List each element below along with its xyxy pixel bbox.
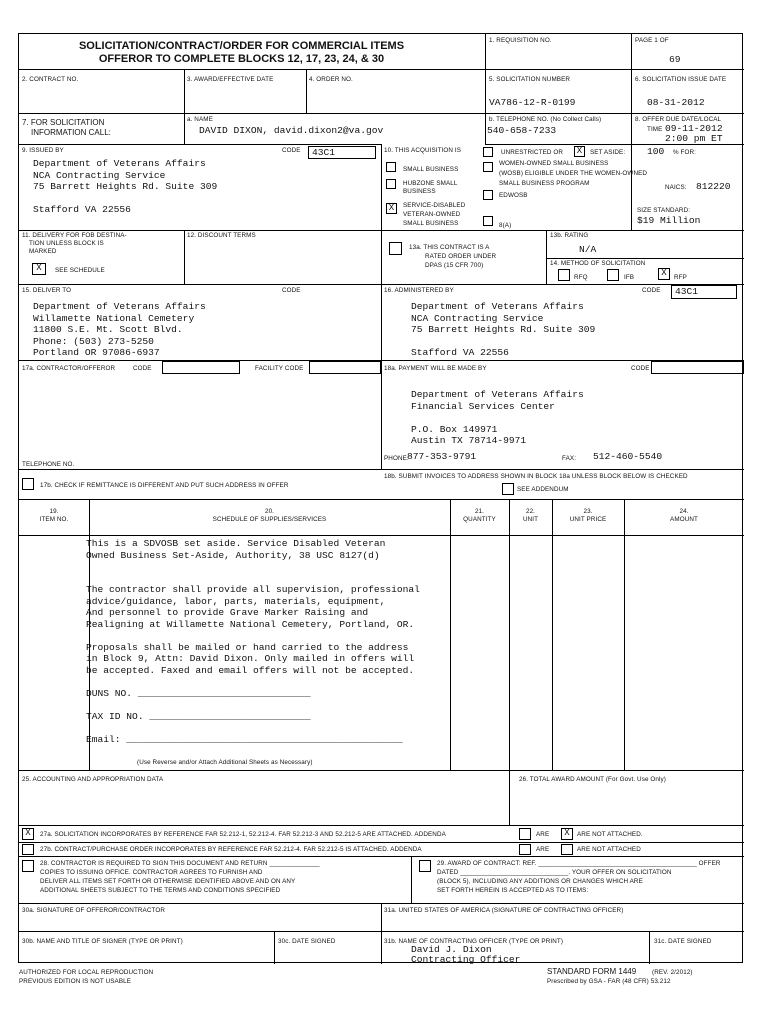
footer-previous-edition: PREVIOUS EDITION IS NOT USABLE <box>19 978 132 985</box>
footer-form-name: STANDARD FORM 1449 <box>547 967 637 976</box>
sf1449-form <box>18 33 743 963</box>
unrestricted-label: UNRESTRICTED OR <box>501 149 564 156</box>
officer-title: Contracting Officer <box>411 954 521 965</box>
27a-label: 27a. SOLICITATION INCORPORATES BY REFERENCE FAR 52.212-1, 52.212-4. FAR 52.212-3 AND 52.212-5 ARE ATTACHED. ADDENDA <box>40 831 446 838</box>
rated-order-label-3: DPAS (15 CFR 700) <box>425 262 484 269</box>
contractor-code-field[interactable] <box>162 361 240 374</box>
small-business-checkbox[interactable] <box>386 162 396 172</box>
rfq-label: RFQ <box>574 274 588 281</box>
schedule-footnote: (Use Reverse and/or Attach Additional Sheets as Necessary) <box>137 759 313 766</box>
27b-are-label: ARE <box>536 846 550 853</box>
issued-by-code: 43C1 <box>308 146 376 159</box>
col-schedule: SCHEDULE OF SUPPLIES/SERVICES <box>212 516 327 523</box>
col-quantity-num: 21. <box>474 508 485 515</box>
31c-label: 31c. DATE SIGNED <box>654 938 712 945</box>
remittance-checkbox[interactable] <box>22 478 34 490</box>
page-label: PAGE 1 OF <box>635 37 669 44</box>
setaside-checkbox[interactable]: X <box>574 146 585 157</box>
eight-a-label: 8(A) <box>499 222 512 229</box>
administered-by-code-label: CODE <box>642 287 661 294</box>
27a-are-not-checkbox[interactable]: X <box>561 828 573 840</box>
award-date-label: 3. AWARD/EFFECTIVE DATE <box>187 76 274 83</box>
col-quantity: QUANTITY <box>463 516 496 523</box>
col-item-no: ITEM NO. <box>39 516 69 523</box>
solicitation-no: VA786-12-R-0199 <box>489 97 576 108</box>
27b-are-not-checkbox[interactable] <box>561 844 573 855</box>
27b-are-not-label: ARE NOT ATTACHED <box>577 846 641 853</box>
phone-label: b. TELEPHONE NO. (No Collect Calls) <box>489 116 602 123</box>
fob-label-2: TION UNLESS BLOCK IS <box>29 240 104 247</box>
col-schedule-num: 20. <box>264 508 275 515</box>
accounting-label: 25. ACCOUNTING AND APPROPRIATION DATA <box>22 776 164 783</box>
facility-code-label: FACILITY CODE <box>255 365 304 372</box>
solicitation-no-label: 5. SOLICITATION NUMBER <box>489 76 571 83</box>
27b-checkbox[interactable] <box>22 844 34 855</box>
sdvosb-label-3: SMALL BUSINESS <box>403 220 459 227</box>
telephone-label: TELEPHONE NO. <box>22 461 75 468</box>
payment-fax: 512-460-5540 <box>593 451 663 462</box>
administered-by-code: 43C1 <box>671 285 737 299</box>
30c-label: 30c. DATE SIGNED <box>278 938 336 945</box>
col-amount-num: 24. <box>679 508 689 515</box>
administered-by-address: Department of Veterans Affairs NCA Contracting Service 75 Barrett Heights Rd. Suite 309 Stafford VA 22556 <box>411 301 596 358</box>
form-subtitle: OFFEROR TO COMPLETE BLOCKS 12, 17, 23, 24, & 30 <box>98 53 385 65</box>
time-label: TIME <box>647 126 663 133</box>
28-line-3: DELIVER ALL ITEMS SET FORTH OR OTHERWISE IDENTIFIED ABOVE AND ON ANY <box>40 878 296 885</box>
small-business-label: SMALL BUSINESS <box>403 166 459 173</box>
rfp-label: RFP <box>674 274 687 281</box>
size-standard-label: SIZE STANDARD: <box>637 207 691 214</box>
officer-name: David J. Dixon <box>411 944 492 955</box>
page-total: 69 <box>669 54 681 65</box>
info-call-label-2: INFORMATION CALL: <box>31 128 111 137</box>
rating-value: N/A <box>579 244 597 255</box>
discount-terms-label: 12. DISCOUNT TERMS <box>187 232 256 239</box>
hubzone-checkbox[interactable] <box>386 179 396 189</box>
issue-date: 08-31-2012 <box>647 97 705 108</box>
wosb-label-2: (WOSB) ELIGIBLE UNDER THE WOMEN-OWNED <box>499 170 648 177</box>
payment-fax-label: FAX: <box>562 455 577 462</box>
invoice-label: 18b. SUBMIT INVOICES TO ADDRESS SHOWN IN BLOCK 18a UNLESS BLOCK BELOW IS CHECKED <box>384 473 688 480</box>
col-amount: AMOUNT <box>670 516 698 523</box>
issued-by-label: 9. ISSUED BY <box>22 147 64 154</box>
size-standard: $19 Million <box>637 215 701 226</box>
payment-label: 18a. PAYMENT WILL BE MADE BY <box>384 365 487 372</box>
footer-prescribed: Prescribed by GSA - FAR (48 CFR) 53.212 <box>547 978 671 985</box>
setaside-percent: 100 <box>647 146 665 157</box>
contact-phone: 540-658-7233 <box>487 125 557 136</box>
see-schedule-label: SEE SCHEDULE <box>55 267 105 274</box>
29-checkbox[interactable] <box>419 860 431 872</box>
deliver-to-label: 15. DELIVER TO <box>22 287 72 294</box>
administered-by-label: 16. ADMINISTERED BY <box>384 287 454 294</box>
schedule-description: This is a SDVOSB set aside. Service Disabled Veteran Owned Business Set-Aside, Authority, 38 USC 8127(d) The contractor shall provide all supervision, professional advice/guidance, labor, parts, materials, equipment, And personnel to provide Grave Marker Raising and Realigning at Willamette National Cemetery, Portland, OR. Proposals shall be mailed or hand carried to the address in Block 9, Attn: David Dixon. Only mailed in offers will be accepted. Faxed and email offers will not be accepted. DUNS NO. ______________________________ TAX ID NO. ____________________________ Email: ________________________________________________ <box>86 538 420 745</box>
27a-are-checkbox[interactable] <box>519 828 531 840</box>
col-unit: UNIT <box>522 516 539 523</box>
wosb-checkbox[interactable] <box>483 162 493 172</box>
rfp-checkbox[interactable]: X <box>658 268 670 280</box>
fob-label-3: MARKED <box>29 248 57 255</box>
setaside-label: SET ASIDE: <box>590 149 626 156</box>
28-line-4: ADDITIONAL SHEETS SUBJECT TO THE TERMS AND CONDITIONS SPECIFIED <box>40 887 281 894</box>
29-line-1: 29. AWARD OF CONTRACT: REF. ____________________________________________ OFFER <box>437 860 721 867</box>
due-date-label: 8. OFFER DUE DATE/LOCAL <box>635 116 722 123</box>
hubzone-label: HUBZONE SMALL <box>403 180 458 187</box>
27b-are-checkbox[interactable] <box>519 844 531 855</box>
contractor-label: 17a. CONTRACTOR/OFFEROR <box>22 365 116 372</box>
rated-order-label: 13a. THIS CONTRACT IS A <box>409 244 490 251</box>
hubzone-label-2: BUSINESS <box>403 188 436 195</box>
name-label: a. NAME <box>187 116 213 123</box>
30b-label: 30b. NAME AND TITLE OF SIGNER (TYPE OR PRINT) <box>22 938 183 945</box>
29-line-2: DATED ______________________________. YOUR OFFER ON SOLICITATION <box>437 869 672 876</box>
31a-label: 31a. UNITED STATES OF AMERICA (SIGNATURE OF CONTRACTING OFFICER) <box>384 907 624 914</box>
unrestricted-checkbox[interactable] <box>483 147 493 157</box>
issued-by-address: Department of Veterans Affairs NCA Contracting Service 75 Barrett Heights Rd. Suite 309 Stafford VA 22556 <box>33 158 218 215</box>
acquisition-label: 10. THIS ACQUISITION IS <box>384 147 462 154</box>
rated-order-label-2: RATED ORDER UNDER <box>425 253 497 260</box>
30a-label: 30a. SIGNATURE OF OFFEROR/CONTRACTOR <box>22 907 165 914</box>
naics-code: 812220 <box>696 181 731 192</box>
edwosb-label: EDWOSB <box>499 192 528 199</box>
footer-reproduction: AUTHORIZED FOR LOCAL REPRODUCTION <box>19 969 154 976</box>
addendum-label: SEE ADDENDUM <box>517 486 569 493</box>
ifb-checkbox[interactable] <box>607 269 619 281</box>
issued-by-code-label: CODE <box>282 147 301 154</box>
method-label: 14. METHOD OF SOLICITATION <box>550 260 646 267</box>
27b-label: 27b. CONTRACT/PURCHASE ORDER INCORPORATES BY REFERENCE FAR 52.212-4. FAR 52.212-5 IS ATTACHED. ADDENDA <box>40 846 422 853</box>
form-title: SOLICITATION/CONTRACT/ORDER FOR COMMERCIAL ITEMS <box>78 40 405 52</box>
info-call-label: 7. FOR SOLICITATION <box>22 118 105 127</box>
28-line-2: COPIES TO ISSUING OFFICE. CONTRACTOR AGREES TO FURNISH AND <box>40 869 263 876</box>
requisition-no-label: 1. REQUISITION NO. <box>489 37 552 44</box>
facility-code-field[interactable] <box>309 361 381 374</box>
29-line-4: SET FORTH HEREIN IS ACCEPTED AS TO ITEMS: <box>437 887 589 894</box>
due-time: 2:00 pm ET <box>665 133 723 144</box>
fob-label: 11. DELIVERY FOR FOB DESTINA- <box>22 232 127 239</box>
naics-label: NAICS: <box>665 184 687 191</box>
due-date: 09-11-2012 <box>665 123 723 134</box>
issue-date-label: 6. SOLICITATION ISSUE DATE <box>635 76 727 83</box>
edwosb-checkbox[interactable] <box>483 190 493 200</box>
payment-code-field[interactable] <box>651 361 744 374</box>
wosb-label: WOMEN-OWNED SMALL BUSINESS <box>499 160 609 167</box>
order-no-label: 4. ORDER NO. <box>309 76 353 83</box>
rated-order-checkbox[interactable] <box>389 242 402 255</box>
sdvosb-label-2: VETERAN-OWNED <box>403 211 461 218</box>
col-unit-price: UNIT PRICE <box>569 516 607 523</box>
col-unit-price-num: 23. <box>583 508 593 515</box>
rfq-checkbox[interactable] <box>558 269 570 281</box>
percent-for-label: % FOR: <box>673 149 696 156</box>
contract-no-label: 2. CONTRACT NO. <box>22 76 79 83</box>
see-schedule-checkbox[interactable]: X <box>32 263 46 275</box>
contractor-code-label: CODE <box>133 365 152 372</box>
contact-name: DAVID DIXON, david.dixon2@va.gov <box>199 125 384 136</box>
ifb-label: IFB <box>624 274 635 281</box>
31b-label: 31b. NAME OF CONTRACTING OFFICER (TYPE OR PRINT) <box>384 938 564 945</box>
27a-checkbox[interactable]: X <box>22 828 34 840</box>
payment-phone: 877-353-9791 <box>407 451 477 462</box>
deliver-to-code-label: CODE <box>282 287 301 294</box>
payment-address: Department of Veterans Affairs Financial Services Center P.O. Box 149971 Austin TX 78714-9971 <box>411 389 584 446</box>
sdvosb-label: SERVICE-DISABLED <box>403 202 466 209</box>
footer-revision: (REV. 2/2012) <box>652 969 693 976</box>
28-checkbox[interactable] <box>22 860 34 872</box>
sdvosb-checkbox[interactable]: X <box>386 203 397 214</box>
col-item-no-num: 19. <box>49 508 59 515</box>
payment-code-label: CODE <box>631 365 650 372</box>
deliver-to-address: Department of Veterans Affairs Willamette National Cemetery 11800 S.E. Mt. Scott Blvd. Phone: (503) 273-5250 Portland OR 97086-6937 <box>33 301 206 358</box>
27a-are-label: ARE <box>536 831 550 838</box>
wosb-label-3: SMALL BUSINESS PROGRAM <box>499 180 590 187</box>
payment-phone-label: PHONE: <box>384 455 409 462</box>
remittance-label: 17b. CHECK IF REMITTANCE IS DIFFERENT AND PUT SUCH ADDRESS IN OFFER <box>40 482 289 489</box>
27a-are-not-label: ARE NOT ATTACHED. <box>577 831 643 838</box>
eight-a-checkbox[interactable] <box>483 216 493 226</box>
28-line-1: 28. CONTRACTOR IS REQUIRED TO SIGN THIS DOCUMENT AND RETURN ______________ <box>40 860 320 867</box>
29-line-3: (BLOCK 5), INCLUDING ANY ADDITIONS OR CHANGES WHICH ARE <box>437 878 643 885</box>
addendum-checkbox[interactable] <box>502 483 514 495</box>
col-unit-num: 22. <box>525 508 536 515</box>
total-award-label: 26. TOTAL AWARD AMOUNT (For Govt. Use Only) <box>519 776 666 783</box>
rating-label: 13b. RATING <box>550 232 589 239</box>
